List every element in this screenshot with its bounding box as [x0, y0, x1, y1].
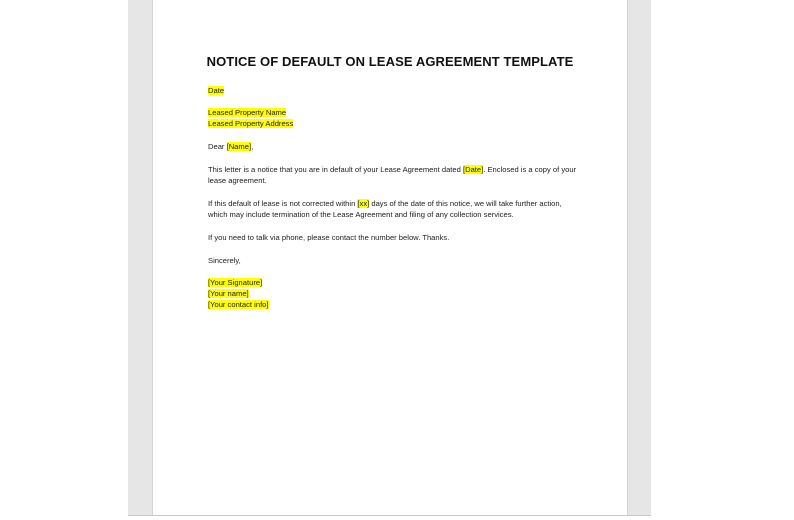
paragraph-notice-text-2: . Enclosed is a copy of your lease agreement.	[208, 165, 577, 185]
paragraph-contact: If you need to talk via phone, please contact the number below. Thanks.	[208, 233, 450, 242]
salutation-prefix: Dear	[208, 142, 227, 151]
property-address-line	[208, 118, 578, 129]
paragraph-deadline	[208, 198, 578, 220]
paragraph-deadline-text-2: days of the date of this notice, we will take further action, which may include termination of the Lease Agreement and filing of any collection services.	[208, 199, 562, 219]
name-line	[208, 288, 578, 299]
signature-line	[208, 277, 578, 288]
property-name-placeholder: Leased Property Name	[208, 108, 287, 117]
contact-info-line	[208, 299, 578, 310]
document-viewer	[128, 0, 651, 516]
salutation	[208, 141, 578, 152]
salutation-suffix: ,	[251, 142, 254, 151]
date-line	[208, 85, 578, 96]
contact-info-placeholder: [Your contact info]	[208, 300, 269, 309]
signature-placeholder: [Your Signature]	[208, 278, 263, 287]
date-placeholder: Date	[208, 86, 225, 95]
your-name-placeholder: [Your name]	[208, 289, 249, 298]
closing: Sincerely,	[208, 256, 241, 265]
paragraph-notice-text-1: This letter is a notice that you are in default of your Lease Agreement dated	[208, 165, 463, 174]
property-name-line	[208, 107, 578, 118]
document-title: NOTICE OF DEFAULT ON LEASE AGREEMENT TEMPLATE	[206, 54, 574, 69]
paragraph-notice	[208, 164, 578, 186]
viewer-bottom-border	[128, 515, 651, 516]
agreement-date-placeholder: [Date]	[462, 165, 484, 174]
paragraph-deadline-text-1: If this default of lease is not corrected within	[208, 199, 358, 208]
days-placeholder: [xx]	[357, 199, 370, 208]
document-page	[152, 0, 628, 516]
property-address-placeholder: Leased Property Address	[208, 119, 294, 128]
salutation-name-placeholder: [Name]	[226, 142, 252, 151]
